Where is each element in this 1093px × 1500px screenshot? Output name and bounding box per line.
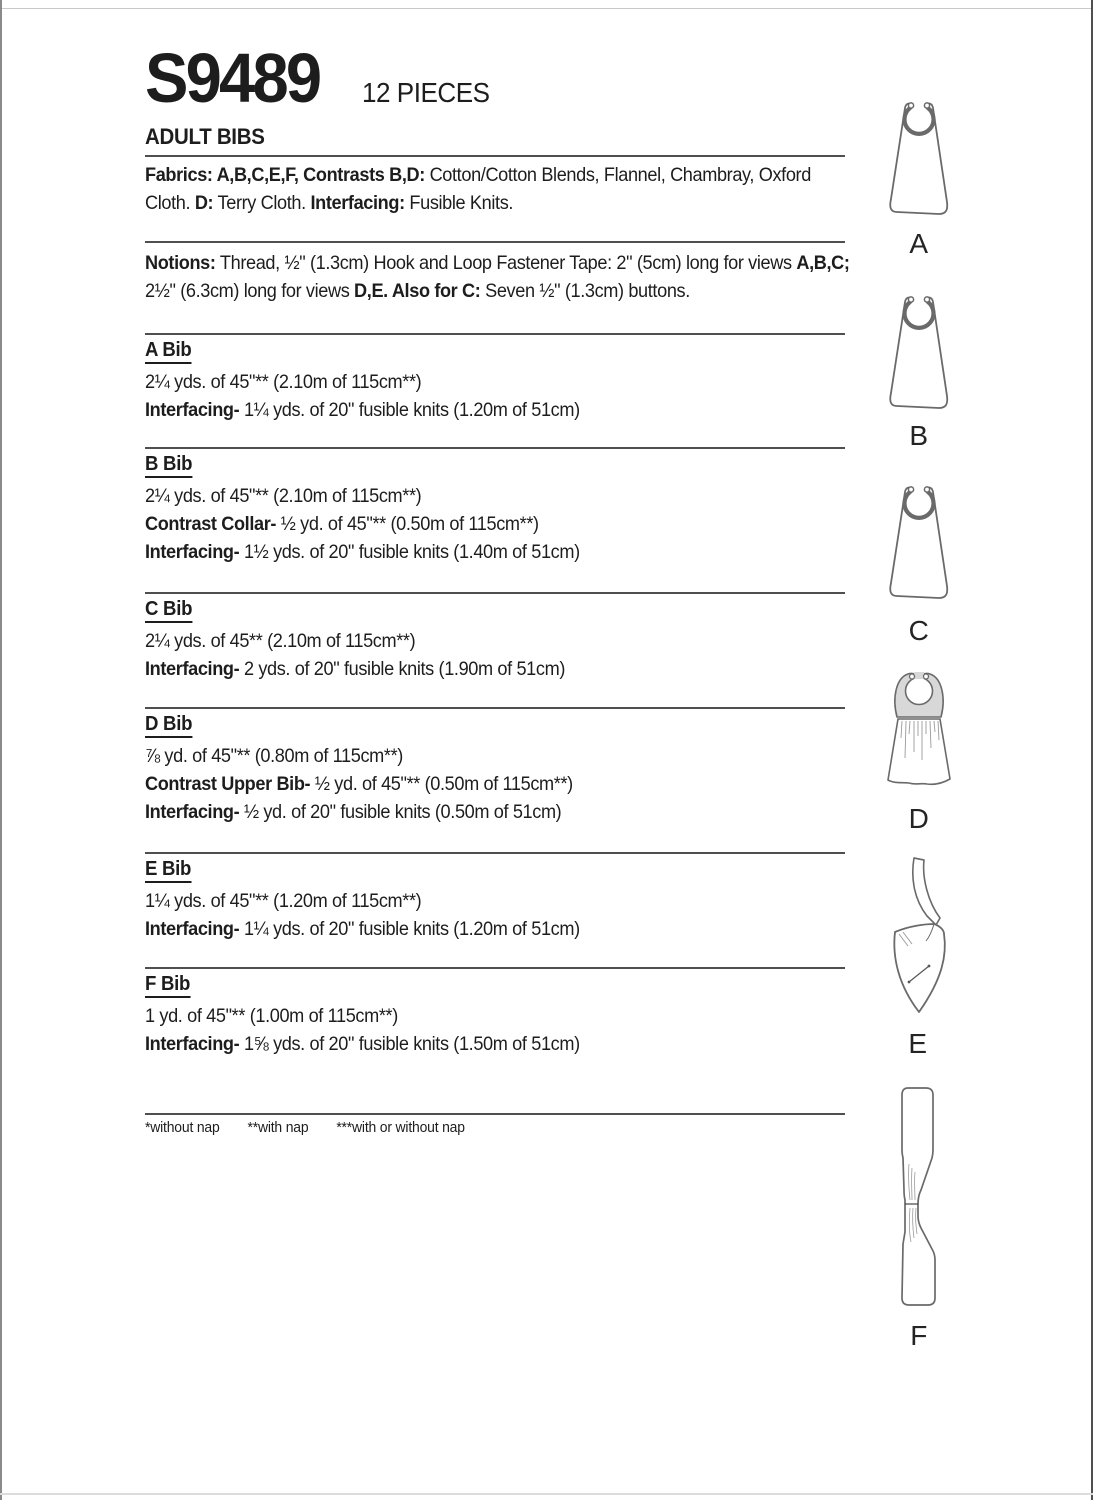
bib-d-illustration [881, 668, 957, 790]
footnote-item: ***with or without nap [336, 1119, 465, 1136]
fabrics-line: Fabrics: A,B,C,E,F, Contrasts B,D: Cotton/Cotton Blends, Flannel, Chambray, Oxford [145, 164, 811, 186]
view-f-label: F [910, 1320, 928, 1351]
section-f-title: F Bib [145, 972, 190, 998]
interfacing-line: Interfacing- ½ yd. of 20" fusible knits (0.50m of 51cm) [145, 801, 562, 823]
footnote-item: **with nap [247, 1119, 309, 1136]
view-d-figure [880, 668, 958, 835]
bib-c-illustration [886, 480, 952, 606]
view-e-label: E [908, 1028, 928, 1059]
divider-rule [145, 852, 845, 854]
interfacing-line: Interfacing- 1½ yds. of 20" fusible knits (1.40m of 51cm) [145, 541, 580, 563]
yardage-line: 1¼ yds. of 45"** (1.20m of 115cm**) [145, 890, 422, 912]
pieces-count: 12 PIECES [362, 77, 490, 108]
section-a-bib [145, 338, 845, 424]
footnote-item: *without nap [145, 1119, 220, 1136]
divider-rule [145, 447, 845, 449]
fabrics-line: Cloth. D: Terry Cloth. Interfacing: Fusible Knits. [145, 192, 514, 214]
category-title: ADULT BIBS [145, 124, 265, 149]
yardage-line: 1 yd. of 45"** (1.00m of 115cm**) [145, 1005, 398, 1027]
section-b-bib [145, 452, 845, 566]
bib-a-illustration [886, 96, 952, 222]
divider-rule [145, 967, 845, 969]
section-e-bib [145, 857, 845, 943]
notions-paragraph [145, 249, 903, 305]
notions-line: Notions: Thread, ½" (1.3cm) Hook and Loop Fastener Tape: 2" (5cm) long for views A,B,C; [145, 252, 850, 274]
nap-footnote [145, 1119, 493, 1136]
view-a-label: A [909, 228, 929, 259]
yardage-line: ⅞ yd. of 45"** (0.80m of 115cm**) [145, 745, 403, 767]
scan-edge-left [0, 0, 2, 1500]
section-f-bib [145, 972, 845, 1058]
interfacing-line: Interfacing- 1⅝ yds. of 20" fusible knits (1.50m of 51cm) [145, 1033, 580, 1055]
section-c-bib [145, 597, 845, 683]
interfacing-line: Interfacing- 1¼ yds. of 20" fusible knits (1.20m of 51cm) [145, 918, 580, 940]
yardage-line: 2¼ yds. of 45** (2.10m of 115cm**) [145, 630, 416, 652]
view-b-figure [884, 290, 954, 452]
pattern-code: S9489 [145, 39, 320, 117]
header [145, 39, 500, 117]
section-d-title: D Bib [145, 712, 192, 738]
bib-e-illustration [887, 854, 949, 1020]
yardage-line: 2¼ yds. of 45"** (2.10m of 115cm**) [145, 371, 422, 393]
bib-f-illustration [899, 1086, 939, 1308]
divider-rule [145, 333, 845, 335]
scan-edge-bottom [0, 1493, 1093, 1495]
fabrics-paragraph [145, 161, 861, 217]
contrast-line: Contrast Collar- ½ yd. of 45"** (0.50m of 115cm**) [145, 513, 539, 535]
view-b-label: B [909, 420, 929, 451]
divider-rule [145, 707, 845, 709]
divider-rule [145, 241, 845, 243]
section-d-bib [145, 712, 845, 826]
yardage-line: 2¼ yds. of 45"** (2.10m of 115cm**) [145, 485, 422, 507]
interfacing-line: Interfacing- 1¼ yds. of 20" fusible knits (1.20m of 51cm) [145, 399, 580, 421]
section-b-title: B Bib [145, 452, 192, 478]
notions-line: 2½" (6.3cm) long for views D,E. Also for C: Seven ½" (1.3cm) buttons. [145, 280, 690, 302]
contrast-line: Contrast Upper Bib- ½ yd. of 45"** (0.50m of 115cm**) [145, 773, 573, 795]
bib-b-illustration [886, 290, 952, 416]
view-a-figure [884, 96, 954, 260]
divider-rule [145, 155, 845, 157]
section-e-title: E Bib [145, 857, 191, 883]
section-a-title: A Bib [145, 338, 191, 364]
view-c-label: C [908, 615, 930, 646]
divider-rule [145, 1113, 845, 1115]
interfacing-line: Interfacing- 2 yds. of 20" fusible knits (1.90m of 51cm) [145, 658, 565, 680]
scan-edge-top [0, 8, 1093, 9]
section-c-title: C Bib [145, 597, 192, 623]
view-e-figure [886, 854, 950, 1060]
divider-rule [145, 592, 845, 594]
view-c-figure [884, 480, 954, 647]
view-f-figure [898, 1086, 940, 1352]
view-d-label: D [908, 803, 930, 834]
